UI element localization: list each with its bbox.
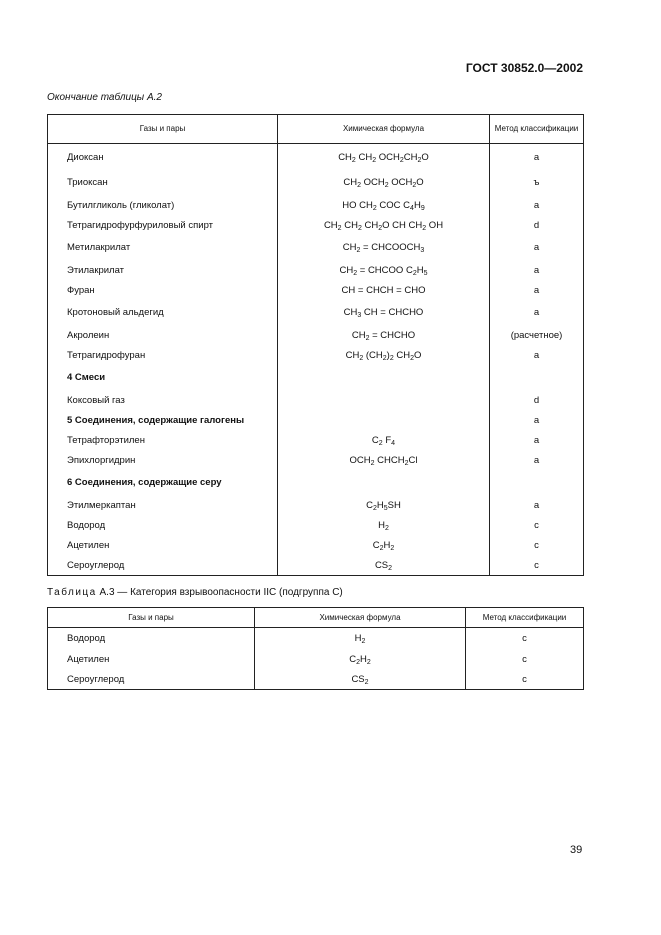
method-cell: (расчетное) [490, 325, 584, 345]
table-row [48, 669, 584, 690]
formula-cell: CH = CHCH = CHO [278, 280, 490, 300]
gas-name-cell: Водород [48, 515, 278, 535]
table-row [48, 555, 584, 576]
table-a2-caption: Окончание таблицы А.2 [47, 92, 162, 103]
gas-name-cell: Этилакрилат [48, 260, 278, 280]
gas-name-cell: Тетрафторэтилен [48, 430, 278, 450]
formula-cell [278, 390, 490, 410]
table-row [48, 495, 584, 515]
table-a3-caption [47, 587, 343, 598]
formula-cell: HO $CH_2$ COC $C_4H_9$ [278, 195, 490, 215]
formula-cell: $C_2H_2$ [255, 649, 466, 669]
method-cell: a [490, 195, 584, 215]
formula-cell: $CH_3$ CH = CHCHO [278, 300, 490, 325]
formula-cell: $C_2H_5SH$ [278, 495, 490, 515]
standard-number: ГОСТ 30852.0—2002 [465, 61, 583, 75]
formula-cell: $CS_2$ [255, 669, 466, 690]
method-cell: a [490, 300, 584, 325]
gas-name-cell: Коксовый газ [48, 390, 278, 410]
table-row [48, 365, 584, 390]
column-header-formula: Химическая формула [255, 608, 466, 628]
formula-cell [278, 470, 490, 495]
table-row [48, 144, 584, 171]
table-row [48, 470, 584, 495]
table-a3 [47, 607, 584, 690]
method-cell: a [490, 260, 584, 280]
method-cell: a [490, 430, 584, 450]
gas-name-cell: Акролеин [48, 325, 278, 345]
table-row [48, 430, 584, 450]
table-row [48, 410, 584, 430]
table-a3-header-row [48, 608, 584, 628]
table-a3-caption-prefix: Таблица [47, 587, 97, 598]
formula-cell: $CH_2$ = $CHCOOCH_3$ [278, 235, 490, 260]
formula-cell: $H_2$ [278, 515, 490, 535]
gas-name-cell: Фуран [48, 280, 278, 300]
method-cell: a [490, 450, 584, 470]
method-cell: c [466, 669, 584, 690]
method-cell: a [490, 280, 584, 300]
gas-name-cell: Ацетилен [48, 535, 278, 555]
gas-name-cell: Диоксан [48, 144, 278, 171]
method-cell: c [490, 515, 584, 535]
gas-name-cell: Триоксан [48, 170, 278, 195]
formula-cell: $C_2$ $F_4$ [278, 430, 490, 450]
method-cell: c [490, 535, 584, 555]
gas-name-cell: Сероуглерод [48, 669, 255, 690]
method-cell: a [490, 144, 584, 171]
table-row [48, 390, 584, 410]
gas-name-cell: Эпихлоргидрин [48, 450, 278, 470]
formula-cell: $CH_2$ $(CH_2)_2$ $CH_2O$ [278, 345, 490, 365]
gas-name-cell: Тетрагидрофурфуриловый спирт [48, 215, 278, 235]
gas-name-cell: Этилмеркаптан [48, 495, 278, 515]
gas-name-cell: Метилакрилат [48, 235, 278, 260]
method-cell: d [490, 215, 584, 235]
table-row [48, 195, 584, 215]
method-cell: c [466, 649, 584, 669]
column-header-method: Метод классификации [490, 115, 584, 144]
method-cell: a [490, 495, 584, 515]
gas-name-cell: Водород [48, 628, 255, 650]
formula-cell: $CH_2$ $OCH_2$ $OCH_2O$ [278, 170, 490, 195]
method-cell: c [466, 628, 584, 650]
column-header-gases: Газы и пары [48, 608, 255, 628]
method-cell: ъ [490, 170, 584, 195]
method-cell: a [490, 235, 584, 260]
formula-cell [278, 365, 490, 390]
gas-name-cell: Бутилгликоль (гликолат) [48, 195, 278, 215]
gas-name-cell: Кротоновый альдегид [48, 300, 278, 325]
table-row [48, 535, 584, 555]
table-row [48, 235, 584, 260]
column-header-gases: Газы и пары [48, 115, 278, 144]
column-header-formula: Химическая формула [278, 115, 490, 144]
table-row [48, 170, 584, 195]
formula-cell: $C_2H_2$ [278, 535, 490, 555]
table-row [48, 628, 584, 650]
gas-name-cell: 5 Соединения, содержащие галогены [48, 410, 278, 430]
gas-name-cell: Сероуглерод [48, 555, 278, 576]
formula-cell: $CH_2$ $CH_2$ $CH_2O$ CH $CH_2$ OH [278, 215, 490, 235]
gas-name-cell: Ацетилен [48, 649, 255, 669]
table-a2 [47, 114, 584, 576]
method-cell: c [490, 555, 584, 576]
formula-cell: $CH_2$ $CH_2$ $OCH_2CH_2O$ [278, 144, 490, 171]
column-header-method: Метод классификации [466, 608, 584, 628]
table-row [48, 260, 584, 280]
table-row [48, 300, 584, 325]
method-cell: d [490, 390, 584, 410]
formula-cell: $H_2$ [255, 628, 466, 650]
formula-cell: $CH_2$ = CHCOO $C_2H_5$ [278, 260, 490, 280]
table-row [48, 649, 584, 669]
table-row [48, 325, 584, 345]
page-number: 39 [570, 844, 583, 856]
gas-name-cell: 4 Смеси [48, 365, 278, 390]
table-row [48, 515, 584, 535]
table-row [48, 215, 584, 235]
formula-cell [278, 410, 490, 430]
table-a2-body [48, 144, 584, 576]
formula-cell: $CH_2$ = CHCHO [278, 325, 490, 345]
table-row [48, 345, 584, 365]
table-row [48, 280, 584, 300]
formula-cell: $CS_2$ [278, 555, 490, 576]
method-cell [490, 365, 584, 390]
table-a3-caption-text: А.3 — Категория взрывоопасности IIC (подгруппа С) [99, 587, 343, 598]
gas-name-cell: 6 Соединения, содержащие серу [48, 470, 278, 495]
gas-name-cell: Тетрагидрофуран [48, 345, 278, 365]
method-cell [490, 470, 584, 495]
formula-cell: $OCH_2$ $CHCH_2Cl$ [278, 450, 490, 470]
table-row [48, 450, 584, 470]
method-cell: a [490, 345, 584, 365]
table-a3-body [48, 628, 584, 690]
method-cell: a [490, 410, 584, 430]
table-a2-header-row [48, 115, 584, 144]
